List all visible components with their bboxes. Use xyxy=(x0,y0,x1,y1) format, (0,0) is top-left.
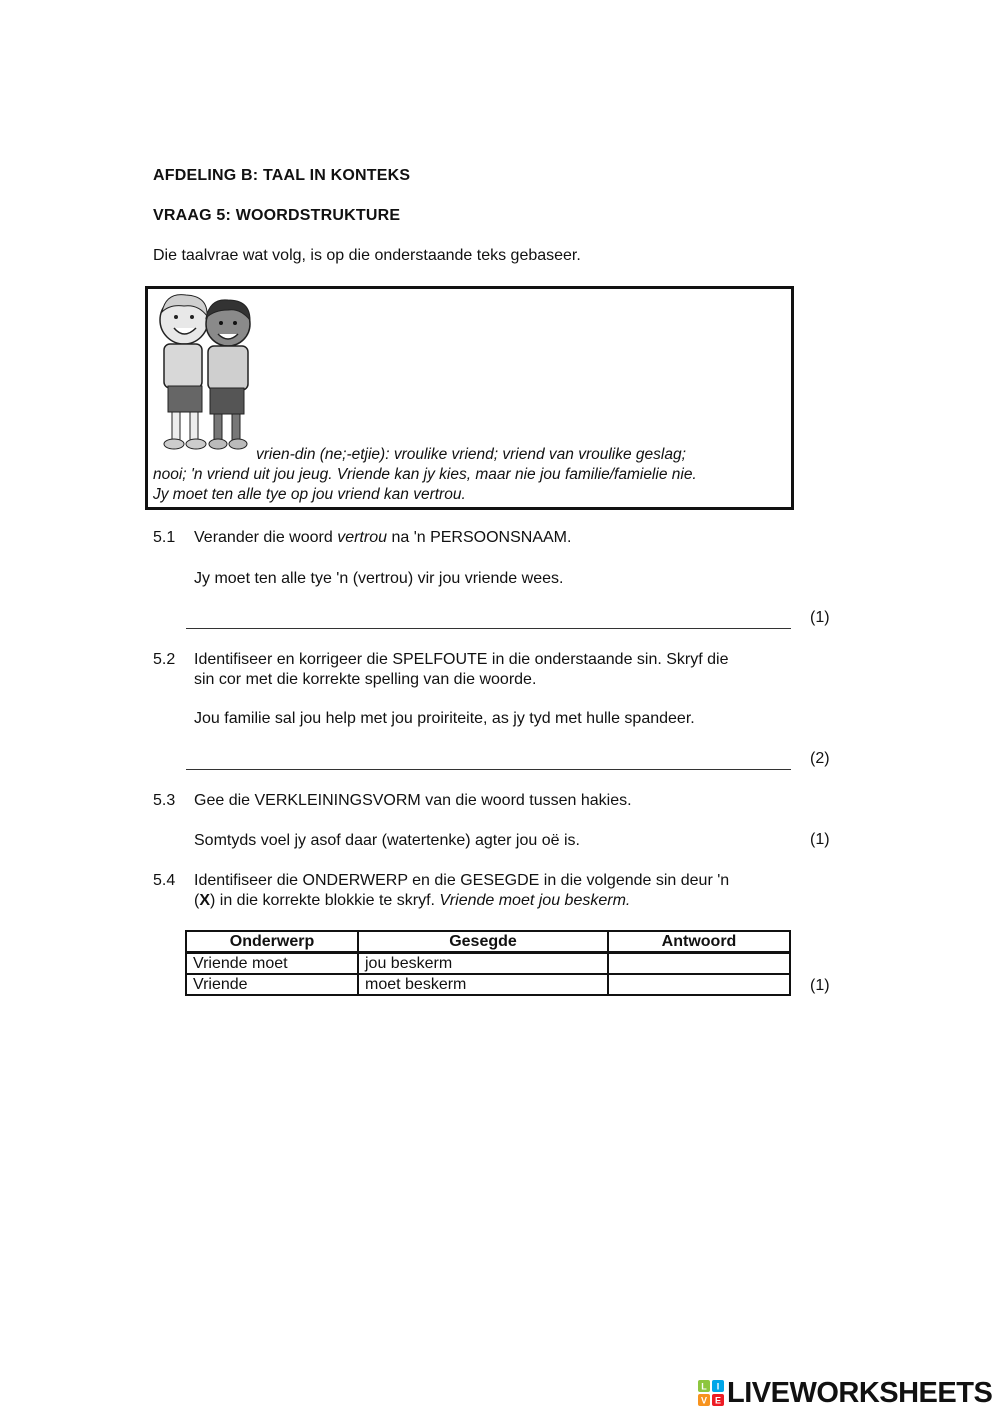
box-definition-line2: nooi; 'n vriend uit jou jeug. Vriende kan jy kies, maar nie jou familie/famielie nie. xyxy=(153,466,697,483)
svg-text:E: E xyxy=(714,1395,722,1406)
q51-number: 5.1 xyxy=(153,529,176,546)
q51-mark: (1) xyxy=(810,609,830,626)
two-boys-illustration xyxy=(152,290,256,455)
q54-instruction-line2: (X) in die korrekte blokkie te skryf. Vriende moet jou beskerm. xyxy=(194,892,631,909)
cell-onderwerp: Vriende xyxy=(186,974,358,995)
q52-sentence: Jou familie sal jou help met jou proiriteite, as jy tyd met hulle spandeer. xyxy=(194,710,695,727)
q54-answer-table xyxy=(185,930,791,996)
q54-instruction-line1: Identifiseer die ONDERWERP en die GESEGDE in die volgende sin deur 'n xyxy=(194,872,730,889)
liveworksheets-logo[interactable] xyxy=(698,1376,992,1410)
header-gesegde: Gesegde xyxy=(358,931,608,953)
table-row xyxy=(186,974,790,995)
cell-onderwerp: Vriende moet xyxy=(186,953,358,975)
table-header-row xyxy=(186,931,790,953)
liveworksheets-text: LIVEWORKSHEETS xyxy=(727,1376,993,1409)
box-definition-line1: vrien-din (ne;-etjie): vroulike vriend; vriend van vroulike geslag; xyxy=(256,446,686,463)
q52-instruction-line1: Identifiseer en korrigeer die SPELFOUTE in die onderstaande sin. Skryf die xyxy=(194,651,729,668)
q52-mark: (2) xyxy=(810,750,830,767)
q53-instruction: Gee die VERKLEININGSVORM van die woord tussen hakies. xyxy=(194,792,632,809)
header-onderwerp: Onderwerp xyxy=(186,931,358,953)
q52-number: 5.2 xyxy=(153,651,176,668)
q53-number: 5.3 xyxy=(153,792,176,809)
q53-mark: (1) xyxy=(810,831,830,848)
liveworksheets-icon xyxy=(698,1380,724,1406)
q51-sentence: Jy moet ten alle tye 'n (vertrou) vir jou vriende wees. xyxy=(194,570,564,587)
intro-text: Die taalvrae wat volg, is op die onderstaande teks gebaseer. xyxy=(153,247,581,264)
q52-answer-line[interactable] xyxy=(186,769,791,770)
q51-instruction: Verander die woord vertrou na 'n PERSOONSNAAM. xyxy=(194,529,572,546)
table-row xyxy=(186,953,790,975)
cell-gesegde: moet beskerm xyxy=(358,974,608,995)
q54-number: 5.4 xyxy=(153,872,176,889)
svg-text:L: L xyxy=(701,1381,707,1392)
cell-gesegde: jou beskerm xyxy=(358,953,608,975)
section-title: AFDELING B: TAAL IN KONTEKS xyxy=(153,167,411,184)
q53-sentence: Somtyds voel jy asof daar (watertenke) agter jou oë is. xyxy=(194,832,580,849)
cell-antwoord-input[interactable] xyxy=(608,974,790,995)
question-title: VRAAG 5: WOORDSTRUKTURE xyxy=(153,207,401,224)
q51-answer-line[interactable] xyxy=(186,628,791,629)
svg-text:V: V xyxy=(700,1395,708,1406)
box-definition-line3: Jy moet ten alle tye op jou vriend kan vertrou. xyxy=(153,486,466,503)
q52-instruction-line2: sin cor met die korrekte spelling van die woorde. xyxy=(194,671,537,688)
q54-mark: (1) xyxy=(810,977,830,994)
header-antwoord: Antwoord xyxy=(608,931,790,953)
cell-antwoord-input[interactable] xyxy=(608,953,790,975)
svg-text:I: I xyxy=(716,1381,720,1392)
